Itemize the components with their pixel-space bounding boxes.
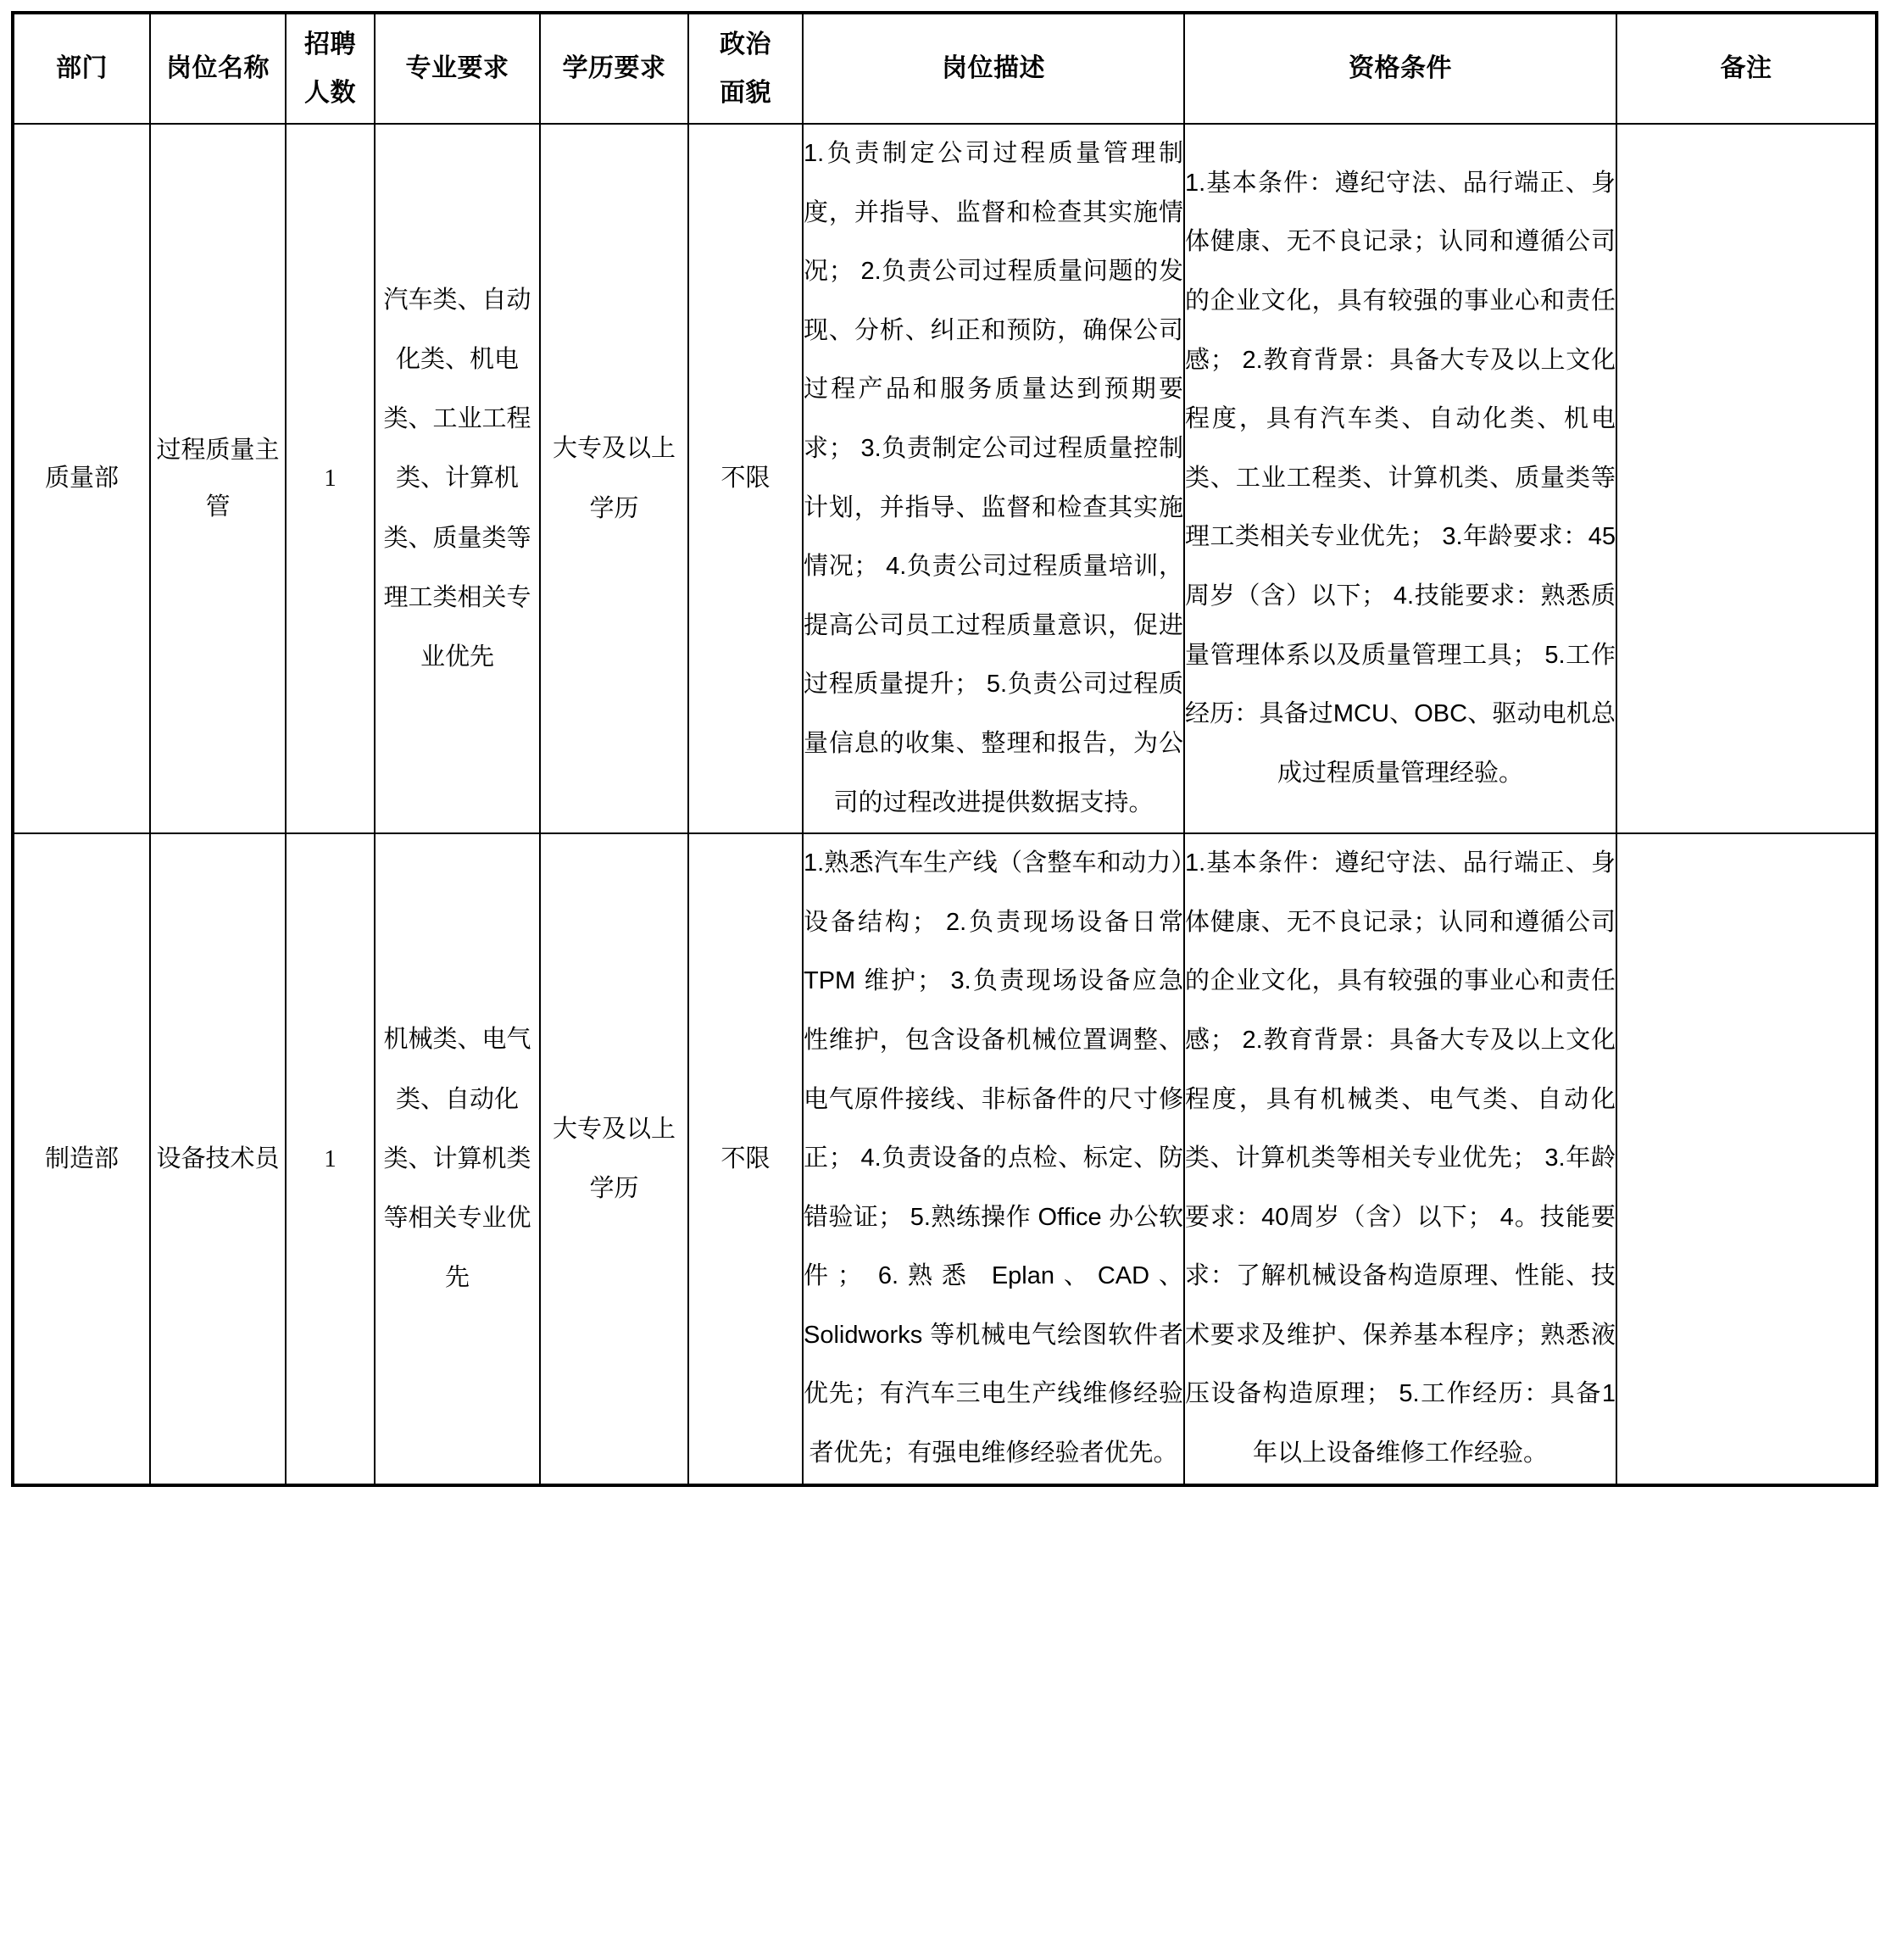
cell-department: 制造部 bbox=[13, 833, 150, 1485]
header-line: 人数 bbox=[304, 79, 356, 107]
header-line: 部门 bbox=[56, 54, 108, 83]
column-header-headcount bbox=[286, 13, 375, 124]
table-header-row bbox=[13, 13, 1877, 124]
cell-qualification: 1.基本条件：遵纪守法、品行端正、身体健康、无不良记录；认同和遵循公司的企业文化，具有较强的事业心和责任感； 2.教育背景：具备大专及以上文化程度，具有汽车类、自动化类、机电类、工业工程类、计算机类、质量类等理工类相关专业优先； 3.年龄要求：45周岁（含）以下； 4.技能要求：熟悉质量管理体系以及质量管理工具； 5.工作经历：具备过MCU、OBC、驱动电机总成过程质量管理经验。 bbox=[1184, 124, 1616, 833]
header-line: 岗位描述 bbox=[942, 54, 1045, 83]
column-header-remark bbox=[1616, 13, 1877, 124]
cell-job-description: 1.熟悉汽车生产线（含整车和动力）设备结构； 2.负责现场设备日常 TPM 维护； 3.负责现场设备应急性维护，包含设备机械位置调整、电气原件接线、非标备件的尺寸修正； 4.负责设备的点检、标定、防错验证； 5.熟练操作 Office 办公软件； 6.熟悉 Eplan、CAD、Solidworks 等机械电气绘图软件者优先；有汽车三电生产线维修经验者优先；有强电维修经验者优先。 bbox=[803, 833, 1184, 1485]
header-line: 招聘 bbox=[304, 31, 356, 58]
header-line: 资格条件 bbox=[1349, 54, 1452, 83]
cell-headcount: 1 bbox=[286, 833, 375, 1485]
column-header-department bbox=[13, 13, 150, 124]
column-header-qualification bbox=[1184, 13, 1616, 124]
column-header-political-status bbox=[688, 13, 803, 124]
header-line: 岗位名称 bbox=[166, 54, 270, 83]
cell-headcount: 1 bbox=[286, 124, 375, 833]
recruitment-table bbox=[11, 11, 1878, 1487]
header-line: 学历要求 bbox=[562, 54, 666, 83]
cell-political-status: 不限 bbox=[688, 833, 803, 1485]
cell-department: 质量部 bbox=[13, 124, 150, 833]
cell-remark bbox=[1616, 833, 1877, 1485]
column-header-position-name bbox=[150, 13, 286, 124]
column-header-job-description bbox=[803, 13, 1184, 124]
table-row bbox=[13, 833, 1877, 1485]
cell-position-name: 设备技术员 bbox=[150, 833, 286, 1485]
cell-qualification: 1.基本条件：遵纪守法、品行端正、身体健康、无不良记录；认同和遵循公司的企业文化，具有较强的事业心和责任感； 2.教育背景：具备大专及以上文化程度，具有机械类、电气类、自动化类、计算机类等相关专业优先； 3.年龄要求：40周岁（含）以下； 4。技能要求：了解机械设备构造原理、性能、技术要求及维护、保养基本程序；熟悉液压设备构造原理； 5.工作经历：具备1年以上设备维修工作经验。 bbox=[1184, 833, 1616, 1485]
cell-political-status: 不限 bbox=[688, 124, 803, 833]
cell-job-description: 1.负责制定公司过程质量管理制度，并指导、监督和检查其实施情况； 2.负责公司过程质量问题的发现、分析、纠正和预防，确保公司过程产品和服务质量达到预期要求； 3.负责制定公司过程质量控制计划，并指导、监督和检查其实施情况； 4.负责公司过程质量培训，提高公司员工过程质量意识，促进过程质量提升； 5.负责公司过程质量信息的收集、整理和报告，为公司的过程改进提供数据支持。 bbox=[803, 124, 1184, 833]
cell-major-requirement: 机械类、电气类、自动化类、计算机类等相关专业优先 bbox=[375, 833, 540, 1485]
cell-education-requirement: 大专及以上学历 bbox=[540, 124, 688, 833]
header-line: 政治 bbox=[720, 31, 771, 58]
header-line: 备注 bbox=[1720, 54, 1772, 83]
cell-major-requirement: 汽车类、自动化类、机电类、工业工程类、计算机类、质量类等理工类相关专业优先 bbox=[375, 124, 540, 833]
header-line: 专业要求 bbox=[405, 54, 509, 83]
cell-position-name: 过程质量主管 bbox=[150, 124, 286, 833]
header-line: 面貌 bbox=[720, 79, 771, 107]
column-header-major-requirement bbox=[375, 13, 540, 124]
table-row bbox=[13, 124, 1877, 833]
column-header-education-requirement bbox=[540, 13, 688, 124]
cell-education-requirement: 大专及以上学历 bbox=[540, 833, 688, 1485]
cell-remark bbox=[1616, 124, 1877, 833]
